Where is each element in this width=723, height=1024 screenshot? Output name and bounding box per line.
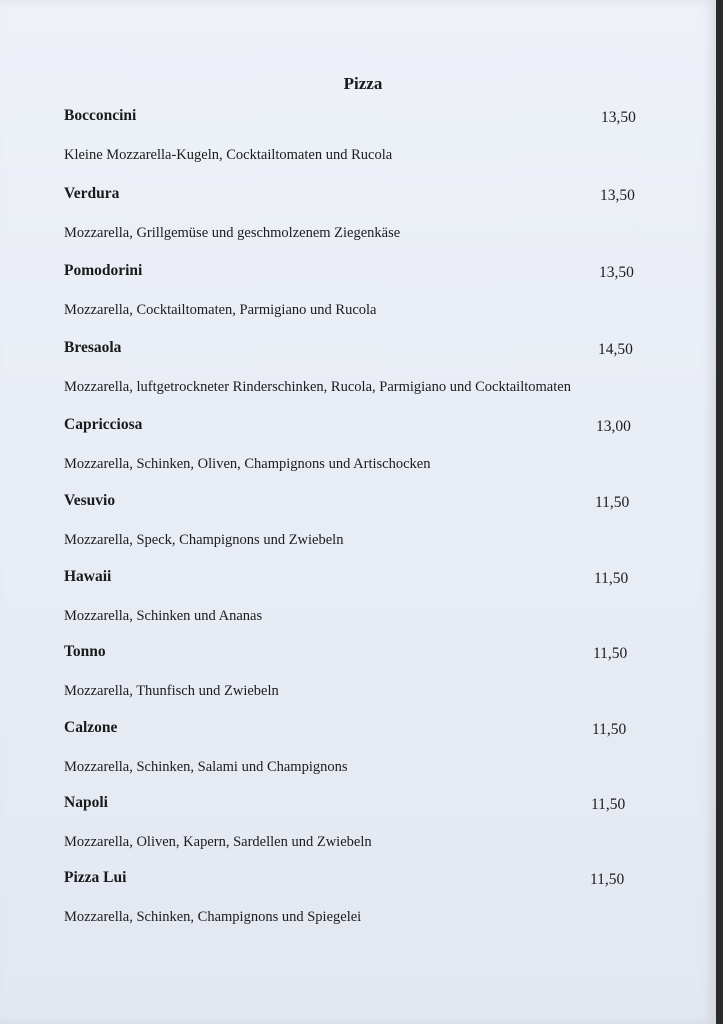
- item-name: Pomodorini: [64, 262, 143, 279]
- item-name: Calzone: [64, 719, 118, 736]
- item-description: Mozzarella, Grillgemüse und geschmolzenem Ziegenkäse: [64, 225, 401, 241]
- item-description: Mozzarella, Speck, Champignons und Zwiebeln: [64, 532, 344, 548]
- item-description: Mozzarella, Thunfisch und Zwiebeln: [64, 683, 279, 699]
- item-description: Mozzarella, Schinken, Salami und Champignons: [64, 759, 348, 775]
- item-price: 13,50: [601, 109, 636, 126]
- item-name: Hawaii: [64, 568, 112, 585]
- menu-title: Pizza: [343, 74, 383, 93]
- item-name: Verdura: [64, 185, 120, 202]
- item-name: Vesuvio: [64, 492, 116, 509]
- item-name: Napoli: [64, 794, 108, 811]
- item-name: Capricciosa: [64, 416, 143, 433]
- item-description: Mozzarella, Schinken und Ananas: [64, 608, 263, 624]
- item-price: 11,50: [590, 871, 625, 888]
- item-price: 14,50: [598, 341, 633, 358]
- item-description: Mozzarella, luftgetrockneter Rinderschinken, Rucola, Parmigiano und Cocktailtomaten: [64, 379, 571, 395]
- item-price: 11,50: [592, 721, 627, 738]
- item-description: Mozzarella, Oliven, Kapern, Sardellen und Zwiebeln: [64, 834, 372, 850]
- item-price: 11,50: [593, 645, 628, 662]
- item-description: Kleine Mozzarella-Kugeln, Cocktailtomaten und Rucola: [64, 147, 393, 163]
- item-price: 13,00: [596, 418, 631, 435]
- item-price: 13,50: [599, 264, 634, 281]
- item-description: Mozzarella, Cocktailtomaten, Parmigiano und Rucola: [64, 302, 377, 318]
- item-price: 11,50: [591, 796, 626, 813]
- item-name: Tonno: [64, 643, 106, 660]
- item-name: Bocconcini: [64, 107, 137, 124]
- item-name: Bresaola: [64, 339, 122, 356]
- item-price: 11,50: [594, 570, 629, 587]
- item-price: 13,50: [600, 187, 635, 204]
- item-description: Mozzarella, Schinken, Champignons und Spiegelei: [64, 909, 362, 925]
- item-price: 11,50: [595, 494, 630, 511]
- item-name: Pizza Lui: [64, 869, 127, 886]
- item-description: Mozzarella, Schinken, Oliven, Champignons und Artischocken: [64, 456, 431, 472]
